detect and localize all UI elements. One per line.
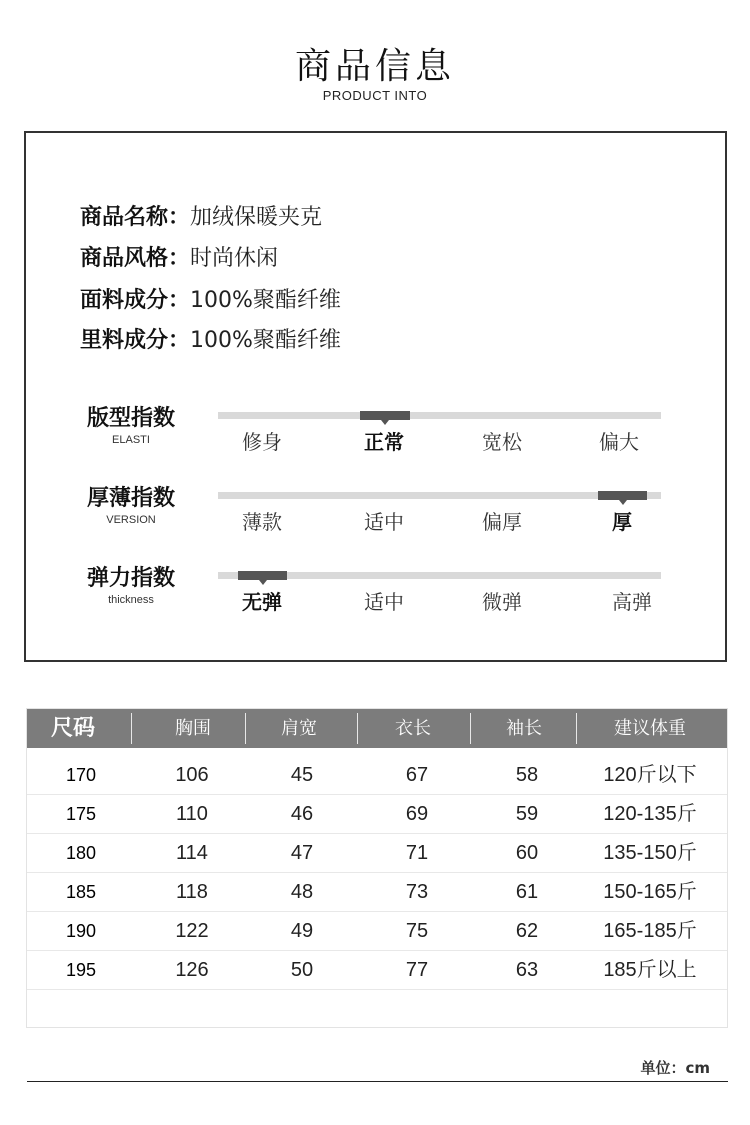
index-option: 偏大 bbox=[599, 430, 639, 454]
index-option-selected: 无弹 bbox=[242, 590, 282, 614]
cell-shoulder: 46 bbox=[290, 803, 314, 825]
cell-weight: 185斤以上 bbox=[603, 959, 697, 981]
header-weight: 建议体重 bbox=[614, 718, 686, 739]
index-title: 厚薄指数 bbox=[86, 486, 175, 511]
fit-index-track bbox=[218, 412, 661, 419]
index-option: 适中 bbox=[364, 590, 404, 614]
cell-weight: 135-150斤 bbox=[603, 842, 697, 864]
header-size: 尺码 bbox=[50, 716, 95, 741]
table-row bbox=[27, 912, 727, 951]
cell-shoulder: 45 bbox=[290, 764, 314, 786]
cell-shoulder: 48 bbox=[290, 881, 314, 903]
table-row bbox=[27, 795, 727, 834]
elasticity-index-label bbox=[82, 561, 180, 606]
cell-length: 67 bbox=[405, 764, 429, 786]
cell-shoulder: 49 bbox=[290, 920, 314, 942]
index-option-selected: 正常 bbox=[364, 430, 404, 454]
index-title: 弹力指数 bbox=[86, 566, 175, 591]
index-option: 适中 bbox=[364, 510, 404, 534]
thickness-index-label bbox=[82, 481, 180, 526]
thickness-index-marker bbox=[598, 491, 647, 500]
unit-note: 单位：cm bbox=[640, 1059, 710, 1077]
header-divider bbox=[245, 713, 246, 744]
elasticity-index-marker bbox=[238, 571, 287, 580]
cell-sleeve: 59 bbox=[515, 803, 539, 825]
info-key: 里料成分： bbox=[80, 328, 191, 353]
index-option: 修身 bbox=[242, 430, 282, 454]
info-row-style bbox=[80, 241, 278, 272]
header-length: 衣长 bbox=[395, 718, 431, 739]
cell-size: 190 bbox=[65, 921, 97, 941]
cell-size: 175 bbox=[65, 804, 97, 824]
cell-shoulder: 47 bbox=[290, 842, 314, 864]
cell-chest: 106 bbox=[175, 764, 209, 786]
cell-length: 75 bbox=[405, 920, 429, 942]
info-key: 商品名称： bbox=[80, 205, 191, 230]
index-title: 版型指数 bbox=[86, 406, 175, 431]
info-value: 100%聚酯纤维 bbox=[190, 328, 341, 353]
index-option: 薄款 bbox=[242, 510, 282, 534]
cell-weight: 120-135斤 bbox=[603, 803, 697, 825]
cell-length: 71 bbox=[405, 842, 429, 864]
cell-size: 185 bbox=[65, 882, 97, 902]
cell-size: 180 bbox=[65, 843, 97, 863]
product-info-box bbox=[24, 131, 727, 662]
cell-shoulder: 50 bbox=[290, 959, 314, 981]
info-value: 时尚休闲 bbox=[190, 246, 279, 271]
cell-chest: 110 bbox=[176, 803, 208, 825]
cell-weight: 120斤以下 bbox=[603, 764, 697, 786]
cell-sleeve: 60 bbox=[515, 842, 539, 864]
header-divider bbox=[357, 713, 358, 744]
info-row-fabric bbox=[80, 283, 341, 314]
cell-chest: 126 bbox=[175, 959, 209, 981]
size-table bbox=[26, 708, 728, 1028]
bottom-divider bbox=[27, 1081, 728, 1082]
elasticity-index-track bbox=[218, 572, 661, 579]
cell-length: 73 bbox=[405, 881, 429, 903]
info-row-name bbox=[80, 200, 322, 231]
cell-sleeve: 61 bbox=[515, 881, 539, 903]
fit-index-label bbox=[82, 401, 180, 446]
fit-index-marker bbox=[360, 411, 410, 420]
cell-sleeve: 63 bbox=[515, 959, 539, 981]
index-option: 宽松 bbox=[482, 430, 522, 454]
page-title: 商品信息 bbox=[294, 46, 455, 87]
table-row bbox=[27, 756, 727, 795]
header-divider bbox=[576, 713, 577, 744]
table-row bbox=[27, 951, 727, 990]
cell-length: 69 bbox=[405, 803, 429, 825]
header-divider bbox=[131, 713, 132, 744]
cell-chest: 114 bbox=[176, 842, 208, 864]
header-shoulder: 肩宽 bbox=[281, 718, 317, 739]
cell-size: 195 bbox=[65, 960, 97, 980]
header-sleeve: 袖长 bbox=[506, 718, 542, 739]
cell-sleeve: 62 bbox=[515, 920, 539, 942]
cell-sleeve: 58 bbox=[515, 764, 539, 786]
header-chest: 胸围 bbox=[175, 718, 211, 739]
header-divider bbox=[470, 713, 471, 744]
table-row bbox=[27, 834, 727, 873]
size-table-header bbox=[27, 709, 727, 748]
cell-weight: 165-185斤 bbox=[603, 920, 697, 942]
index-option: 偏厚 bbox=[482, 510, 522, 534]
info-value: 加绒保暖夹克 bbox=[190, 205, 323, 230]
cell-chest: 118 bbox=[176, 881, 208, 903]
cell-length: 77 bbox=[405, 959, 429, 981]
index-subtitle: ELASTI bbox=[112, 434, 150, 446]
thickness-index-track bbox=[218, 492, 661, 499]
cell-chest: 122 bbox=[175, 920, 209, 942]
info-key: 面料成分： bbox=[80, 288, 191, 313]
cell-weight: 150-165斤 bbox=[603, 881, 697, 903]
page-subtitle: PRODUCT INTO bbox=[322, 88, 428, 103]
index-option: 微弹 bbox=[482, 590, 522, 614]
info-key: 商品风格： bbox=[80, 246, 191, 271]
index-subtitle: thickness bbox=[108, 594, 154, 606]
cell-size: 170 bbox=[65, 765, 97, 785]
index-subtitle: VERSION bbox=[106, 514, 156, 526]
index-option-selected: 厚 bbox=[612, 510, 632, 534]
index-option: 高弹 bbox=[612, 590, 652, 614]
info-row-lining bbox=[80, 323, 341, 354]
table-row bbox=[27, 873, 727, 912]
info-value: 100%聚酯纤维 bbox=[190, 288, 341, 313]
